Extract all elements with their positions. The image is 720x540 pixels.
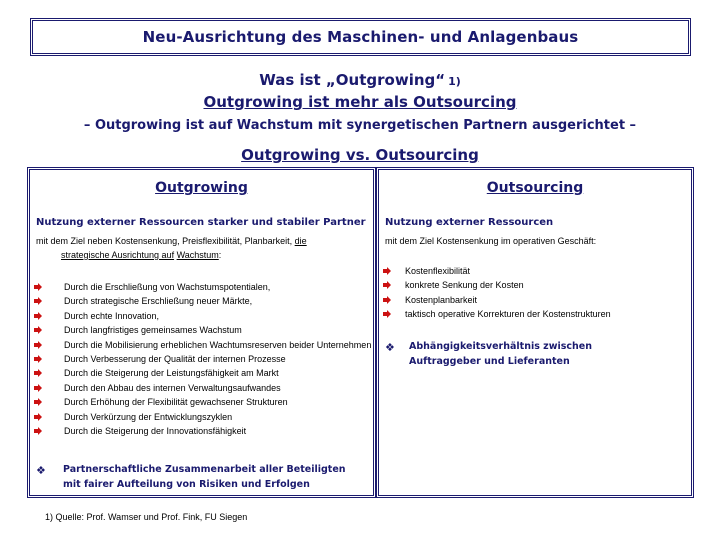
list-item-text: Durch die Steigerung der Leistungsfähigkeit am Markt: [64, 368, 279, 379]
list-item-text: Durch die Mobilisierung erheblichen Wachtumsreserven beider Unternehmen: [64, 339, 372, 350]
list-item-text: taktisch operative Korrekturen der Kostenstrukturen: [405, 309, 611, 320]
red-arrow-bullet-icon: [383, 267, 391, 275]
red-arrow-bullet-icon: [34, 427, 42, 435]
red-arrow-bullet-icon: [383, 310, 391, 318]
list-item-text: Durch echte Innovation,: [64, 310, 160, 321]
list-item: [383, 307, 688, 321]
red-arrow-bullet-icon: [34, 297, 42, 305]
list-item: [34, 280, 374, 294]
headline-subline: – Outgrowing ist auf Wachstum mit synergetischen Partnern ausgerichtet –: [83, 118, 637, 133]
outgrowing-note-line2: mit fairer Aufteilung von Risiken und Erfolgen: [63, 479, 310, 490]
red-arrow-bullet-icon: [34, 413, 42, 421]
outsourcing-panel: [376, 167, 694, 498]
red-arrow-bullet-icon: [383, 296, 391, 304]
list-item: [34, 309, 374, 323]
diamond-bullet-icon: ❖: [385, 341, 395, 354]
list-item: [34, 410, 374, 424]
red-arrow-bullet-icon: [34, 384, 42, 392]
list-item-text: Kostenflexibilität: [405, 266, 471, 276]
list-item-text: Durch die Steigerung der Innovationsfähigkeit: [64, 426, 247, 437]
comparison-heading: Outgrowing vs. Outsourcing: [241, 146, 479, 164]
diamond-bullet-icon: ❖: [36, 464, 46, 477]
red-arrow-bullet-icon: [34, 355, 42, 363]
list-item: [34, 323, 374, 337]
list-item: [34, 352, 374, 366]
outgrowing-intro-end: :: [218, 250, 222, 260]
headline-question-text: Was ist „Outgrowing“: [259, 71, 446, 89]
title-box: [30, 18, 691, 56]
list-item-text: Durch Erhöhung der Flexibilität gewachsener Strukturen: [64, 397, 288, 408]
red-arrow-bullet-icon: [34, 398, 42, 406]
outsourcing-bullet-list: [383, 264, 688, 322]
list-item: [34, 294, 374, 308]
list-item: [34, 366, 374, 380]
red-arrow-bullet-icon: [34, 312, 42, 320]
outgrowing-note: [36, 462, 376, 492]
outgrowing-note-line1: Partnerschaftliche Zusammenarbeit aller Beteiligten: [63, 464, 346, 475]
red-arrow-bullet-icon: [34, 326, 42, 334]
outsourcing-note: [385, 339, 685, 369]
outgrowing-intro-start: mit dem Ziel neben Kostensenkung, Preisflexibilität, Planbarkeit,: [36, 236, 293, 246]
outgrowing-intro-link1: die: [294, 236, 307, 246]
list-item: [34, 338, 374, 352]
outgrowing-intro: [36, 234, 372, 262]
outgrowing-subheading: Nutzung externer Ressourcen starker und stabiler Partner: [36, 217, 366, 228]
outsourcing-heading: Outsourcing: [486, 180, 584, 196]
outgrowing-panel: [27, 167, 376, 498]
page-title: Neu-Ausrichtung des Maschinen- und Anlagenbaus: [142, 28, 579, 46]
red-arrow-bullet-icon: [34, 341, 42, 349]
list-item: [34, 381, 374, 395]
red-arrow-bullet-icon: [34, 283, 42, 291]
outgrowing-intro-link3: Wachstum: [176, 250, 219, 260]
outsourcing-subheading: Nutzung externer Ressourcen: [385, 217, 554, 228]
list-item-text: Durch Verbesserung der Qualität der internen Prozesse: [64, 354, 286, 365]
outgrowing-heading: Outgrowing: [155, 180, 248, 196]
outgrowing-intro-link2: strategische Ausrichtung auf: [61, 250, 175, 260]
source-footnote: 1) Quelle: Prof. Wamser und Prof. Fink, FU Siegen: [45, 512, 248, 522]
outgrowing-bullet-list: [34, 280, 374, 438]
list-item-text: konkrete Senkung der Kosten: [405, 280, 524, 291]
list-item-text: Durch strategische Erschließung neuer Märkte,: [64, 296, 253, 307]
list-item-text: Kostenplanbarkeit: [405, 294, 478, 305]
list-item-text: Durch Verkürzung der Entwicklungszyklen: [64, 411, 233, 422]
footnote-ref: 1): [448, 75, 461, 88]
list-item: [34, 424, 374, 438]
outsourcing-note-line1: Abhängigkeitsverhältnis zwischen: [409, 341, 592, 352]
red-arrow-bullet-icon: [383, 281, 391, 289]
outsourcing-intro: mit dem Ziel Kostensenkung im operativen Geschäft:: [385, 236, 597, 246]
headline-question: [0, 71, 720, 89]
outsourcing-note-line2: Auftraggeber und Lieferanten: [409, 356, 570, 367]
list-item: [383, 264, 688, 278]
list-item-text: Durch langfristiges gemeinsames Wachstum: [64, 325, 242, 336]
list-item-text: Durch den Abbau des internen Verwaltungsaufwandes: [64, 382, 281, 393]
list-item-text: Durch die Erschließung von Wachstumspotentialen,: [64, 282, 271, 292]
headline-statement: Outgrowing ist mehr als Outsourcing: [203, 93, 517, 111]
red-arrow-bullet-icon: [34, 369, 42, 377]
list-item: [34, 395, 374, 409]
list-item: [383, 293, 688, 307]
list-item: [383, 278, 688, 292]
